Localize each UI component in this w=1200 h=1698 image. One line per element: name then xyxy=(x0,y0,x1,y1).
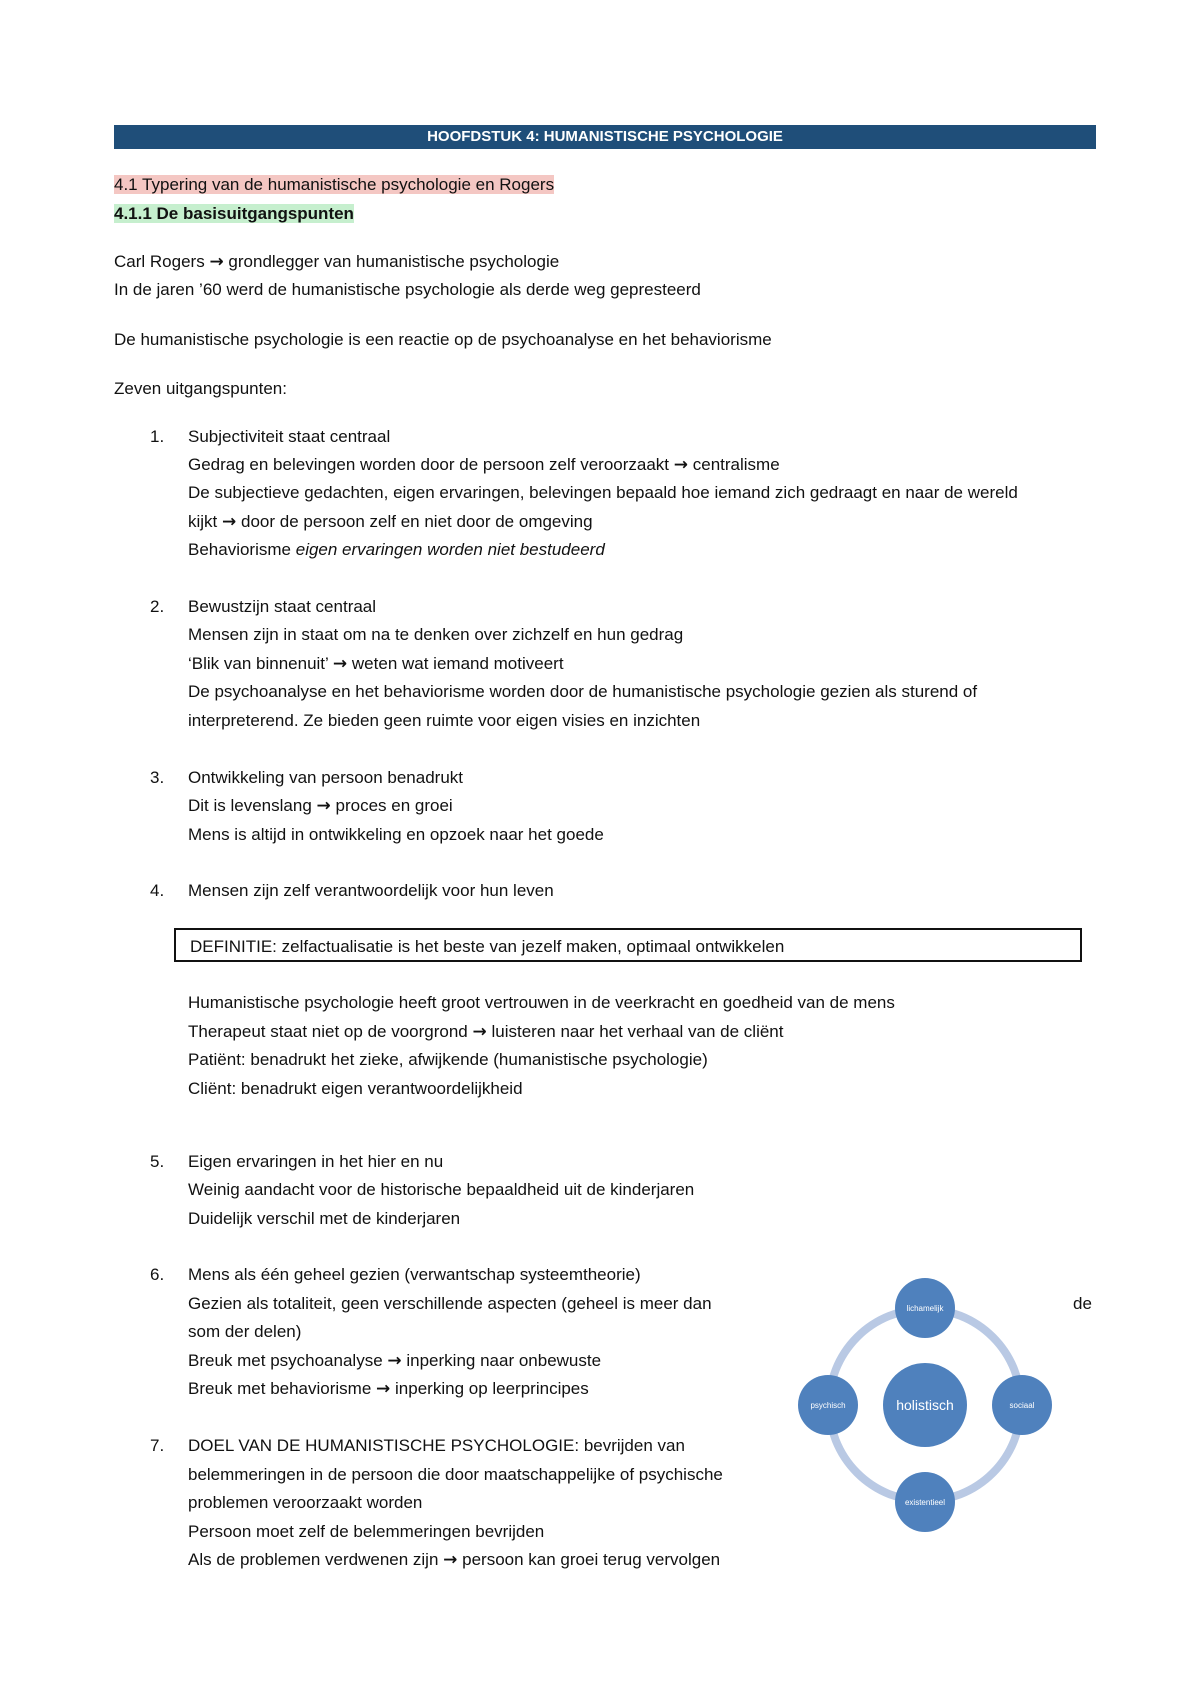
point-1-number: 1. xyxy=(150,427,165,446)
intro-line-4: Zeven uitgangspunten: xyxy=(114,379,287,398)
point-6-line-3b: inperking naar onbewuste xyxy=(406,1351,602,1370)
point-2-number: 2. xyxy=(150,597,165,616)
point-7-number: 7. xyxy=(150,1436,165,1455)
diagram-label-center: holistisch xyxy=(896,1397,954,1413)
point-7-title-rest: bevrijden van xyxy=(583,1436,685,1455)
arrow-icon: → xyxy=(332,654,348,674)
point-2-line-2b: weten wat iemand motiveert xyxy=(351,654,564,673)
intro-founder: grondlegger van humanistische psychologie xyxy=(228,252,560,271)
point-1-line-3a: kijkt xyxy=(188,512,218,531)
point-1-line-1 xyxy=(188,453,780,477)
point-7-line-3: Persoon moet zelf de belemmeringen bevrijden xyxy=(188,1522,545,1541)
point-2-title: Bewustzijn staat centraal xyxy=(188,597,377,616)
point-6-line-1-end: de xyxy=(1073,1294,1092,1313)
diagram-label-bottom: existentieel xyxy=(904,1498,946,1507)
point-6-line-3 xyxy=(188,1349,601,1373)
point-7-line-4a: Als de problemen verdwenen zijn xyxy=(188,1550,439,1569)
definition-box: DEFINITIE: zelfactualisatie is het beste van jezelf maken, optimaal ontwikkelen xyxy=(174,928,1082,962)
subsection-heading-text: 4.1.1 De basisuitgangspunten xyxy=(114,204,354,223)
point-5-number: 5. xyxy=(150,1152,165,1171)
point-7-title-bold: DOEL VAN DE HUMANISTISCHE PSYCHOLOGIE: xyxy=(188,1436,580,1455)
point-5-line-1: Weinig aandacht voor de historische bepaaldheid uit de kinderjaren xyxy=(188,1180,695,1199)
point-6-line-1: Gezien als totaliteit, geen verschillende aspecten (geheel is meer dan xyxy=(188,1294,712,1313)
diagram-label-top: lichamelijk xyxy=(906,1304,944,1313)
arrow-icon: → xyxy=(673,455,689,475)
point-5-line-2: Duidelijk verschil met de kinderjaren xyxy=(188,1209,461,1228)
point-3-line-1b: proces en groei xyxy=(335,796,453,815)
section-heading xyxy=(114,173,554,197)
point-2-line-1: Mensen zijn in staat om na te denken over zichzelf en hun gedrag xyxy=(188,625,684,644)
intro-line-3: De humanistische psychologie is een reactie op de psychoanalyse en het behaviorisme xyxy=(114,330,772,349)
point-1-line-1a: Gedrag en belevingen worden door de persoon zelf veroorzaakt xyxy=(188,455,670,474)
point-4-line-4: Cliënt: benadrukt eigen verantwoordelijkheid xyxy=(188,1079,523,1098)
point-1-line-1b: centralisme xyxy=(692,455,780,474)
point-1-title: Subjectiviteit staat centraal xyxy=(188,427,391,446)
point-7-line-4b: persoon kan groei terug vervolgen xyxy=(462,1550,721,1569)
point-4-line-1: Humanistische psychologie heeft groot vertrouwen in de veerkracht en goedheid van de mens xyxy=(188,993,895,1012)
point-6-line-2: som der delen) xyxy=(188,1322,302,1341)
point-4-title: Mensen zijn zelf verantwoordelijk voor hun leven xyxy=(188,881,554,900)
intro-line-2: In de jaren ’60 werd de humanistische psychologie als derde weg gepresteerd xyxy=(114,280,701,299)
point-3-line-2: Mens is altijd in ontwikkeling en opzoek naar het goede xyxy=(188,825,604,844)
point-4-line-2b: luisteren naar het verhaal van de cliënt xyxy=(491,1022,784,1041)
point-2-line-4: interpreterend. Ze bieden geen ruimte voor eigen visies en inzichten xyxy=(188,711,701,730)
chapter-title: HOOFDSTUK 4: HUMANISTISCHE PSYCHOLOGIE xyxy=(114,125,1096,149)
point-3-title: Ontwikkeling van persoon benadrukt xyxy=(188,768,463,787)
point-5-title: Eigen ervaringen in het hier en nu xyxy=(188,1152,444,1171)
point-6-line-4b: inperking op leerprincipes xyxy=(395,1379,589,1398)
point-1-line-4 xyxy=(188,538,605,562)
point-6-line-4a: Breuk met behaviorisme xyxy=(188,1379,372,1398)
point-4-line-3: Patiënt: benadrukt het zieke, afwijkende (humanistische psychologie) xyxy=(188,1050,708,1069)
point-3-line-1 xyxy=(188,794,453,818)
point-2-line-2 xyxy=(188,652,564,676)
point-4-line-2 xyxy=(188,1020,783,1044)
point-6-line-3a: Breuk met psychoanalyse xyxy=(188,1351,383,1370)
point-2-line-2a: ‘Blik van binnenuit’ xyxy=(188,654,329,673)
point-7-line-1: belemmeringen in de persoon die door maatschappelijke of psychische xyxy=(188,1465,723,1484)
point-6-title: Mens als één geheel gezien (verwantschap systeemtheorie) xyxy=(188,1265,641,1284)
point-1-line-4a: Behaviorisme xyxy=(188,540,291,559)
point-1-line-3 xyxy=(188,510,593,534)
arrow-icon: → xyxy=(222,512,237,532)
holistic-diagram xyxy=(790,1270,1060,1540)
point-6-number: 6. xyxy=(150,1265,165,1284)
section-heading-text: 4.1 Typering van de humanistische psychologie en Rogers xyxy=(114,175,555,194)
arrow-icon: → xyxy=(472,1022,487,1042)
intro-line-1 xyxy=(114,250,559,274)
point-7-title xyxy=(188,1434,685,1458)
point-2-line-3: De psychoanalyse en het behaviorisme worden door de humanistische psychologie gezien als sturend of xyxy=(188,682,978,701)
arrow-icon: → xyxy=(316,796,331,816)
arrow-icon: → xyxy=(443,1550,458,1570)
point-6-line-4 xyxy=(188,1377,589,1401)
diagram-label-left: psychisch xyxy=(810,1401,846,1410)
point-4-line-2a: Therapeut staat niet op de voorgrond xyxy=(188,1022,468,1041)
point-1-line-2: De subjectieve gedachten, eigen ervaringen, belevingen bepaald hoe iemand zich gedraagt en naar de wereld xyxy=(188,483,1018,502)
intro-rogers: Carl Rogers xyxy=(114,252,205,271)
point-1-line-4b: eigen ervaringen worden niet bestudeerd xyxy=(295,540,605,559)
subsection-heading xyxy=(114,202,354,226)
arrow-icon: → xyxy=(376,1379,391,1399)
point-7-line-2: problemen veroorzaakt worden xyxy=(188,1493,423,1512)
point-4-number: 4. xyxy=(150,881,165,900)
point-1-line-3b: door de persoon zelf en niet door de omgeving xyxy=(241,512,593,531)
diagram-label-right: sociaal xyxy=(1009,1401,1035,1410)
arrow-icon: → xyxy=(209,252,224,272)
point-7-line-4 xyxy=(188,1548,720,1572)
arrow-icon: → xyxy=(387,1351,402,1371)
point-3-line-1a: Dit is levenslang xyxy=(188,796,312,815)
point-3-number: 3. xyxy=(150,768,165,787)
